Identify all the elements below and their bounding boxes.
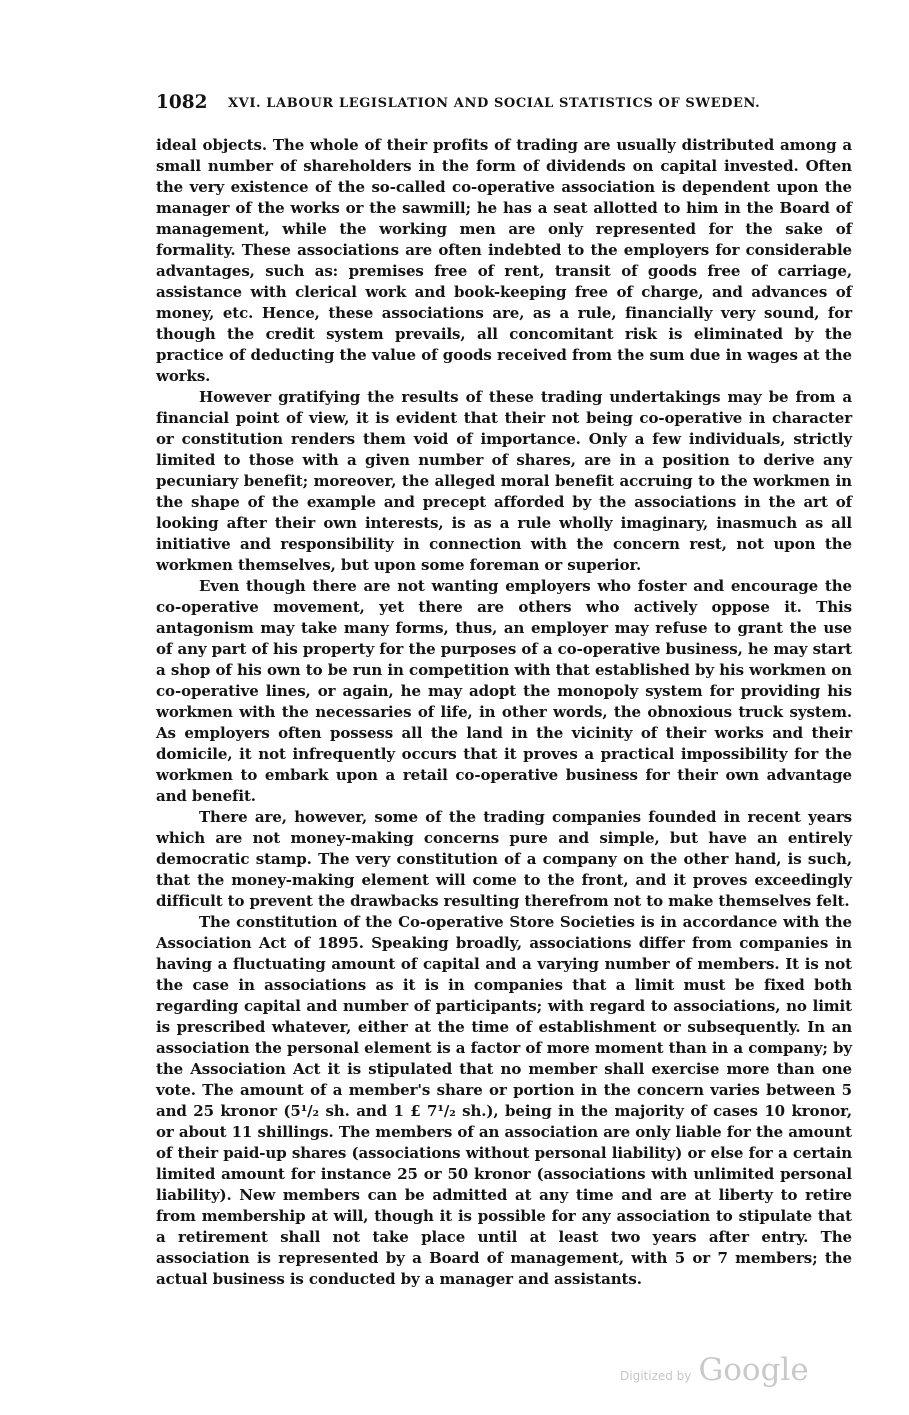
google-logo: Google [698, 1352, 809, 1388]
digitized-by-google-watermark [620, 1352, 809, 1392]
running-head [156, 92, 856, 118]
paragraph: However gratifying the results of these trading undertakings may be from a financial point of view, it is evident that their not being co-operative in character or constitution renders them void of importance. Only a few individuals, strictly limited to those with a given number of shares, are in a position to derive any pecuniary benefit; moreover, the alleged moral benefit accruing to the workmen in the shape of the example and precept afforded by the associations in the art of looking after their own interests, is as a rule wholly imaginary, inasmuch as all initiative and responsibility in connection with the concern rest, not upon the workmen themselves, but upon some foreman or superior. [156, 388, 852, 574]
paragraph-continued: ideal objects. The whole of their profits of trading are usually distributed among a small number of shareholders in the form of dividends on capital invested. Often the very existence of the so-called co-operative association is dependent upon the manager of the works or the sawmill; he has a seat allotted to him in the Board of management, while the working men are only represented for the sake of formality. These associations are often indebted to the employers for considerable advantages, such as: premises free of rent, transit of goods free of carriage, assistance with clerical work and book-keeping free of charge, and advances of money, etc. Hence, these associations are, as a rule, financially very sound, for though the credit system prevails, all concomitant risk is eliminated by the practice of deducting the value of goods received from the sum due in wages at the works. [156, 136, 852, 385]
page-number: 1082 [156, 92, 208, 113]
body-text [156, 135, 852, 1290]
paragraph: The constitution of the Co-operative Store Societies is in accordance with the Association Act of 1895. Speaking broadly, associations differ from companies in having a fluctuating amount of capital and a varying number of members. It is not the case in associations as it is in companies that a limit must be fixed both regarding capital and number of participants; with regard to associations, no limit is prescribed whatever, either at the time of establishment or subsequently. In an association the personal element is a factor of more moment than in a company; by the Association Act it is stipulated that no member shall exercise more than one vote. The amount of a member's share or portion in the concern varies between 5 and 25 kronor (5¹/₂ sh. and 1 £ 7¹/₂ sh.), being in the majority of cases 10 kronor, or about 11 shillings. The members of an association are only liable for the amount of their paid-up shares (associations without personal liability) or else for a certain limited amount for instance 25 or 50 kronor (associations with unlimited personal liability). New members can be admitted at any time and are at liberty to retire from membership at will, though it is possible for any association to stipulate that a retirement shall not take place until at least two years after entry. The association is represented by a Board of management, with 5 or 7 members; the actual business is conducted by a manager and assistants. [156, 913, 852, 1288]
paragraph: Even though there are not wanting employers who foster and encourage the co-operative movement, yet there are others who actively oppose it. This antagonism may take many forms, thus, an employer may refuse to grant the use of any part of his property for the purposes of a co-operative business, he may start a shop of his own to be run in competition with that established by his workmen on co-operative lines, or again, he may adopt the monopoly system for providing his workmen with the necessaries of life, in other words, the obnoxious truck system. As employers often possess all the land in the vicinity of their works and their domicile, it not infrequently occurs that it proves a practical impossibility for the workmen to embark upon a retail co-operative business for their own advantage and benefit. [156, 577, 852, 805]
digitized-by-label: Digitized by [620, 1369, 692, 1383]
chapter-heading: XVI. LABOUR LEGISLATION AND SOCIAL STATISTICS OF SWEDEN. [228, 96, 761, 111]
paragraph: There are, however, some of the trading companies founded in recent years which are not money-making concerns pure and simple, but have an entirely democratic stamp. The very constitution of a company on the other hand, is such, that the money-making element will come to the front, and it proves exceedingly difficult to prevent the drawbacks resulting therefrom not to make themselves felt. [156, 808, 852, 910]
